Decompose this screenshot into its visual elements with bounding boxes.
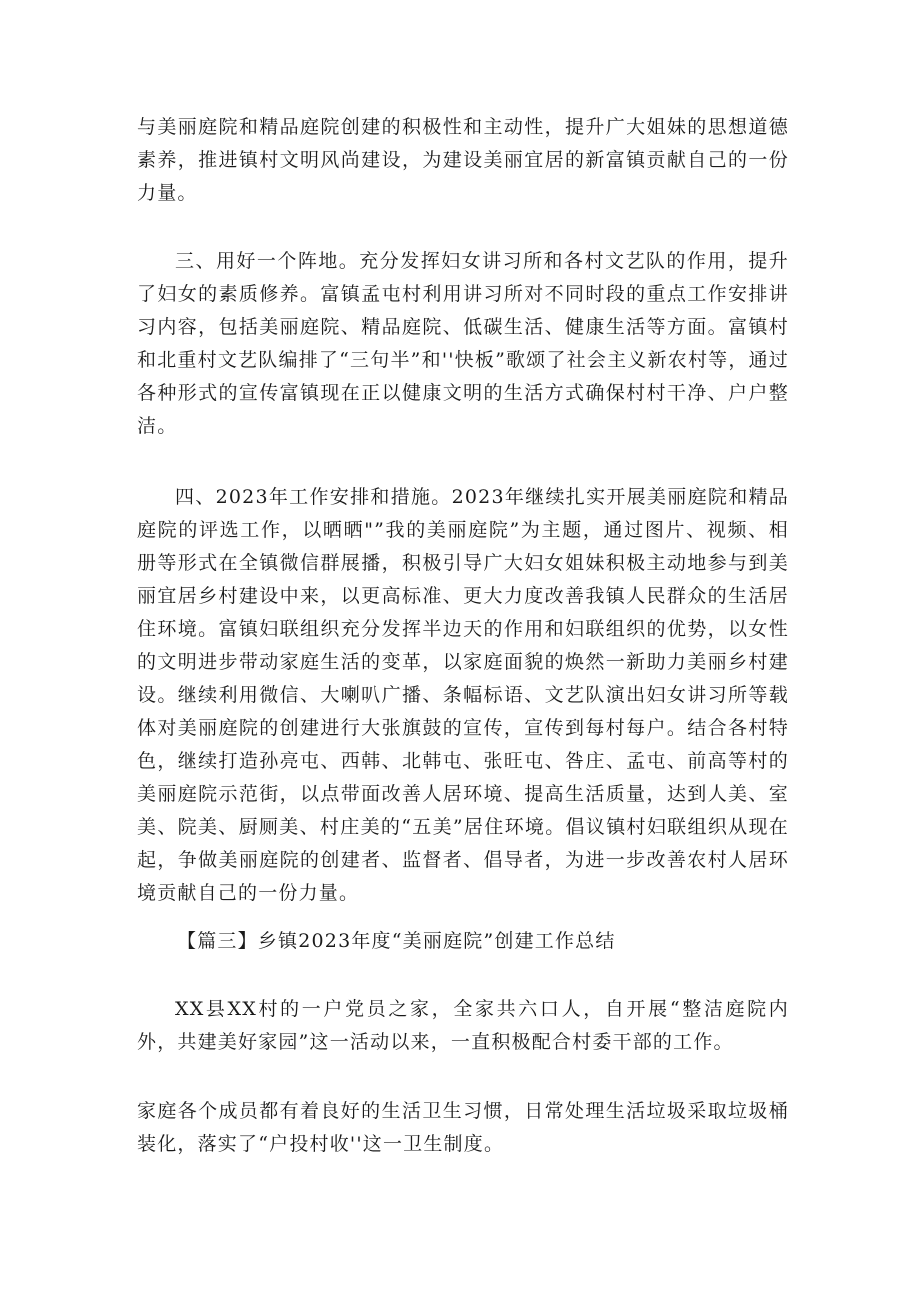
section-heading: 【篇三】乡镇2023年度“美丽庭院”创建工作总结 [177, 930, 616, 952]
paragraph-party-family: XX县XX村的一户党员之家，全家共六口人，自开展“整洁庭院内外，共建美好家园”这一活动以来，一直积极配合村委干部的工作。 [137, 998, 789, 1053]
paragraph-section-four: 四、2023年工作安排和措施。2023年继续扎实开展美丽庭院和精品庭院的评选工作，以晒晒"”我的美丽庭院”为主题，通过图片、视频、相册等形式在全镇微信群展播，积极引导广大妇女姐妹积极主动地参与到美丽宜居乡村建设中来，以更高标准、更大力度改善我镇人民群众的生活居住环境。富镇妇联组织充分发挥半边天的作用和妇联组织的优势，以女性的文明进步带动家庭生活的变革，以家庭面貌的焕然一新助力美丽乡村建设。继续利用微信、大喇叭广播、条幅标语、文艺队演出妇女讲习所等载体对美丽庭院的创建进行大张旗鼓的宣传，宣传到每村每户。结合各村特色，继续打造孙亮屯、西韩、北韩屯、张旺屯、咎庄、孟屯、前高等村的美丽庭院示范街，以点带面改善人居环境、提高生活质量，达到人美、室美、院美、厨厕美、村庄美的“五美”居住环境。倡议镇村妇联组织从现在起，争做美丽庭院的创建者、监督者、倡导者，为进一步改善农村人居环境贡献自己的一份力量。 [137, 486, 789, 904]
paragraph-hygiene-habits: 家庭各个成员都有着良好的生活卫生习惯，日常处理生活垃圾采取垃圾桶装化，落实了“户投村收''这一卫生制度。 [137, 1100, 789, 1155]
paragraph-continuation: 与美丽庭院和精品庭院创建的积极性和主动性，提升广大姐妹的思想道德素养，推进镇村文明风尚建设，为建设美丽宜居的新富镇贡献自己的一份力量。 [137, 116, 789, 204]
paragraph-section-three: 三、用好一个阵地。充分发挥妇女讲习所和各村文艺队的作用，提升了妇女的素质修养。富镇孟屯村利用讲习所对不同时段的重点工作安排讲习内容，包括美丽庭院、精品庭院、低碳生活、健康生活等方面。富镇村和北重村文艺队编排了“三句半”和''快板”歌颂了社会主义新农村等，通过各种形式的宣传富镇现在正以健康文明的生活方式确保村村干净、户户整洁。 [137, 250, 789, 437]
